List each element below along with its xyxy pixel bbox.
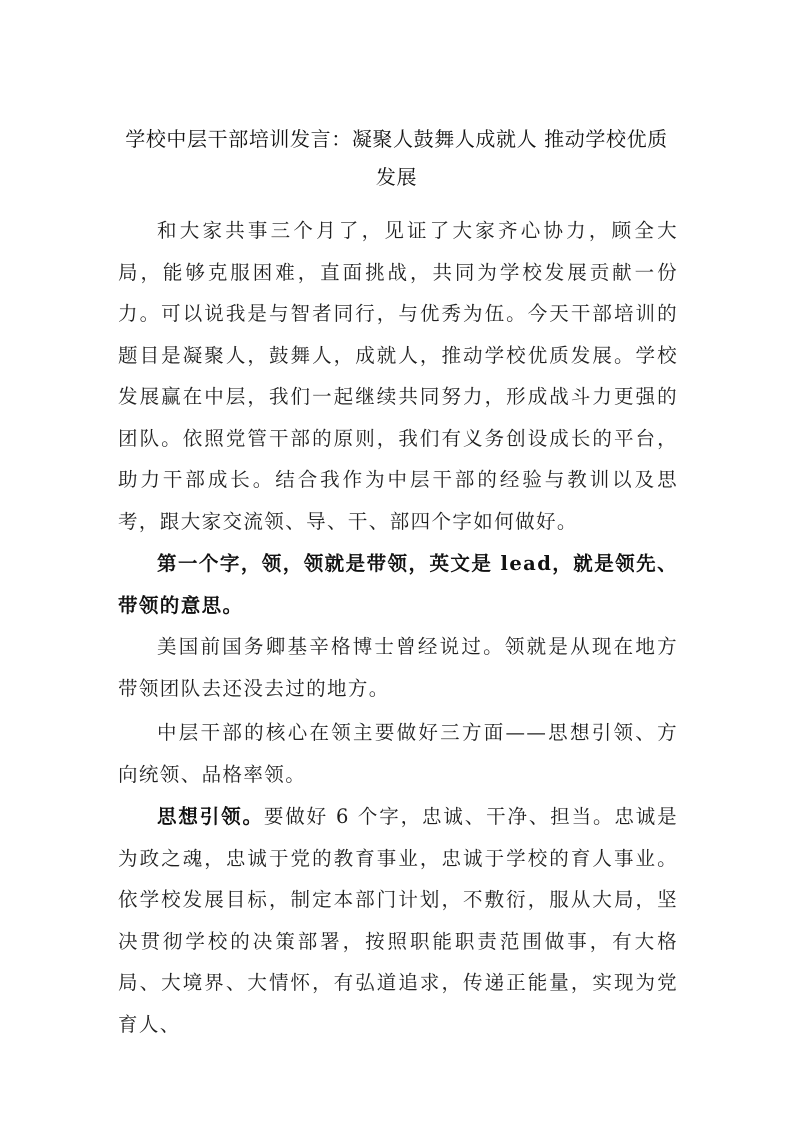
paragraph-lead-phrase: 思想引领。 bbox=[157, 805, 264, 828]
paragraph-body-text: 要做好 6 个字，忠诚、干净、担当。忠诚是为政之魂，忠诚于党的教育事业，忠诚于学校的育人事业。依学校发展目标，制定本部门计划，不敷衍，服从大局，坚决贯彻学校的决策部署，按照职能职责范围做事，有大格局、大境界、大情怀，有弘道追求，传递正能量，实现为党育人、 bbox=[118, 805, 678, 1036]
document-title: 学校中层干部培训发言：凝聚人鼓舞人成就人 推动学校优质发展 bbox=[125, 127, 668, 189]
paragraph-intro: 和大家共事三个月了，见证了大家齐心协力，顾全大局，能够克服困难，直面挑战，共同为学校发展贡献一份力。可以说我是与智者同行，与优秀为伍。今天干部培训的题目是凝聚人，鼓舞人，成就人，推动学校优质发展。学校发展赢在中层，我们一起继续共同努力，形成战斗力更强的团队。依照党管干部的原则，我们有义务创设成长的平台，助力干部成长。结合我作为中层干部的经验与教训以及思考，跟大家交流领、导、干、部四个字如何做好。 bbox=[118, 219, 678, 533]
paragraph-three-aspects: 中层干部的核心在领主要做好三方面——思想引领、方向统领、品格率领。 bbox=[118, 721, 678, 786]
paragraph-kissinger-quote: 美国前国务卿基辛格博士曾经说过。领就是从现在地方带领团队去还没去过的地方。 bbox=[118, 635, 678, 700]
paragraph-ideological-leadership bbox=[118, 796, 678, 1045]
paragraph-first-character-heading: 第一个字，领，领就是带领，英文是 lead，就是领先、带领的意思。 bbox=[118, 552, 678, 617]
